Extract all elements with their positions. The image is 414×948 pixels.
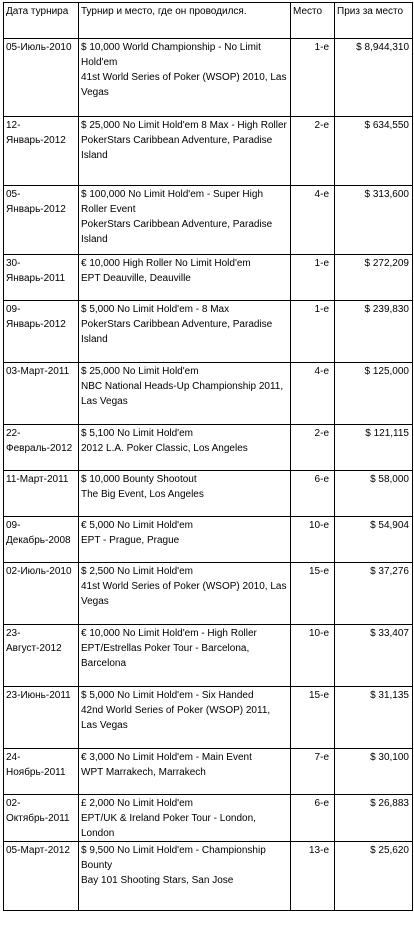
header-row — [4, 3, 413, 39]
cell-event — [79, 749, 291, 795]
event-name: $ 9,500 No Limit Hold'em - Championship Bounty — [81, 845, 266, 871]
cell-event — [79, 425, 291, 471]
cell-prize: $ 8,944,310 — [335, 39, 413, 117]
cell-place: 7-е — [291, 749, 335, 795]
cell-event — [79, 363, 291, 425]
table-row — [4, 39, 413, 117]
cell-place: 15-е — [291, 687, 335, 749]
cell-event — [79, 117, 291, 186]
table-row — [4, 625, 413, 687]
event-venue: The Big Event, Los Angeles — [81, 489, 204, 500]
cell-event — [79, 795, 291, 842]
cell-place: 15-е — [291, 563, 335, 625]
cell-date: 24-Ноябрь-2011 — [4, 749, 79, 795]
event-venue: 41st World Series of Poker (WSOP) 2010, Las Vegas — [81, 72, 287, 98]
cell-prize: $ 33,407 — [335, 625, 413, 687]
cell-place: 1-е — [291, 39, 335, 117]
event-venue: EPT/UK & Ireland Poker Tour - London, London — [81, 813, 256, 839]
cell-prize: $ 272,209 — [335, 255, 413, 301]
tournament-results-table — [3, 2, 413, 911]
cell-place: 6-е — [291, 795, 335, 842]
cell-prize: $ 26,883 — [335, 795, 413, 842]
cell-place: 4-е — [291, 363, 335, 425]
cell-prize: $ 58,000 — [335, 471, 413, 517]
header-place: Место — [291, 3, 335, 39]
event-venue: EPT - Prague, Prague — [81, 535, 180, 546]
cell-place: 13-е — [291, 842, 335, 911]
cell-date: 05-Июль-2010 — [4, 39, 79, 117]
table-row — [4, 687, 413, 749]
cell-prize: $ 37,276 — [335, 563, 413, 625]
event-venue: EPT Deauville, Deauville — [81, 273, 191, 284]
event-name: $ 10,000 Bounty Shootout — [81, 474, 197, 485]
cell-prize: $ 239,830 — [335, 301, 413, 363]
cell-date: 23-Июнь-2011 — [4, 687, 79, 749]
event-venue: 42nd World Series of Poker (WSOP) 2011, Las Vegas — [81, 705, 271, 731]
cell-date: 30-Январь-2011 — [4, 255, 79, 301]
cell-date: 11-Март-2011 — [4, 471, 79, 517]
table-row — [4, 301, 413, 363]
event-venue: 41st World Series of Poker (WSOP) 2010, Las Vegas — [81, 581, 287, 607]
cell-event — [79, 842, 291, 911]
header-event: Турнир и место, где он проводился. — [79, 3, 291, 39]
cell-place: 2-е — [291, 117, 335, 186]
event-name: € 10,000 No Limit Hold'em - High Roller — [81, 628, 257, 639]
table-row — [4, 363, 413, 425]
table-row — [4, 749, 413, 795]
table-row — [4, 842, 413, 911]
header-date: Дата турнира — [4, 3, 79, 39]
cell-event — [79, 687, 291, 749]
table-row — [4, 425, 413, 471]
cell-place: 10-е — [291, 625, 335, 687]
cell-place: 1-е — [291, 301, 335, 363]
cell-event — [79, 625, 291, 687]
event-venue: PokerStars Caribbean Adventure, Paradise Island — [81, 319, 273, 345]
cell-event — [79, 301, 291, 363]
table-row — [4, 186, 413, 255]
table-row — [4, 517, 413, 563]
event-venue: Bay 101 Shooting Stars, San Jose — [81, 875, 234, 886]
event-name: $ 5,000 No Limit Hold'em - 8 Max — [81, 304, 230, 315]
cell-date: 03-Март-2011 — [4, 363, 79, 425]
table-row — [4, 117, 413, 186]
cell-event — [79, 39, 291, 117]
cell-prize: $ 125,000 — [335, 363, 413, 425]
cell-date: 05-Январь-2012 — [4, 186, 79, 255]
cell-date: 12-Январь-2012 — [4, 117, 79, 186]
event-name: € 5,000 No Limit Hold'em — [81, 520, 193, 531]
event-name: $ 100,000 No Limit Hold'em - Super High Roller Event — [81, 189, 264, 215]
header-prize: Приз за место — [335, 3, 413, 39]
cell-date: 23-Август-2012 — [4, 625, 79, 687]
table-row — [4, 563, 413, 625]
event-name: $ 25,000 No Limit Hold'em — [81, 366, 199, 377]
cell-event — [79, 563, 291, 625]
table-row — [4, 795, 413, 842]
cell-date: 09-Январь-2012 — [4, 301, 79, 363]
cell-prize: $ 31,135 — [335, 687, 413, 749]
event-name: $ 25,000 No Limit Hold'em 8 Max - High Roller — [81, 120, 287, 131]
cell-event — [79, 471, 291, 517]
event-name: $ 5,000 No Limit Hold'em - Six Handed — [81, 690, 254, 701]
cell-prize: $ 54,904 — [335, 517, 413, 563]
cell-prize: $ 30,100 — [335, 749, 413, 795]
cell-date: 05-Март-2012 — [4, 842, 79, 911]
event-venue: EPT/Estrellas Poker Tour - Barcelona, Barcelona — [81, 643, 250, 669]
event-name: £ 2,000 No Limit Hold'em — [81, 798, 193, 809]
cell-event — [79, 186, 291, 255]
event-name: $ 2,500 No Limit Hold'em — [81, 566, 193, 577]
cell-place: 6-е — [291, 471, 335, 517]
results-table-container — [3, 2, 413, 911]
cell-place: 10-е — [291, 517, 335, 563]
cell-event — [79, 517, 291, 563]
event-name: € 10,000 High Roller No Limit Hold'em — [81, 258, 251, 269]
cell-date: 09-Декабрь-2008 — [4, 517, 79, 563]
event-venue: PokerStars Caribbean Adventure, Paradise Island — [81, 219, 273, 245]
event-venue: NBC National Heads-Up Championship 2011, Las Vegas — [81, 381, 284, 407]
event-name: € 3,000 No Limit Hold'em - Main Event — [81, 752, 252, 763]
table-body — [4, 39, 413, 911]
event-venue: 2012 L.A. Poker Classic, Los Angeles — [81, 443, 248, 454]
cell-date: 22-Февраль-2012 — [4, 425, 79, 471]
event-venue: WPT Marrakech, Marrakech — [81, 767, 206, 778]
cell-date: 02-Октябрь-2011 — [4, 795, 79, 842]
event-venue: PokerStars Caribbean Adventure, Paradise Island — [81, 135, 273, 161]
cell-prize: $ 25,620 — [335, 842, 413, 911]
cell-place: 2-е — [291, 425, 335, 471]
cell-place: 4-е — [291, 186, 335, 255]
cell-date: 02-Июль-2010 — [4, 563, 79, 625]
cell-prize: $ 313,600 — [335, 186, 413, 255]
event-name: $ 5,100 No Limit Hold'em — [81, 428, 193, 439]
table-row — [4, 471, 413, 517]
table-row — [4, 255, 413, 301]
cell-event — [79, 255, 291, 301]
cell-place: 1-е — [291, 255, 335, 301]
event-name: $ 10,000 World Championship - No Limit Hold'em — [81, 42, 261, 68]
cell-prize: $ 121,115 — [335, 425, 413, 471]
cell-prize: $ 634,550 — [335, 117, 413, 186]
